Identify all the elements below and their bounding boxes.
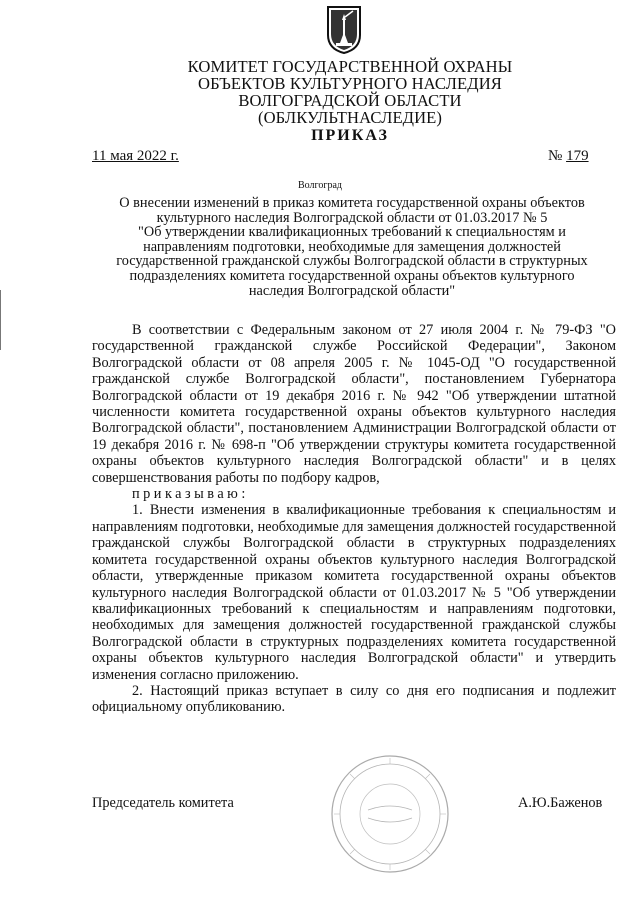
document-number [548,148,589,165]
signer-name: А.Ю.Баженов [518,795,603,811]
official-seal-icon [328,752,452,876]
org-name-line-1: КОМИТЕТ ГОСУДАРСТВЕННОЙ ОХРАНЫ [187,57,513,76]
subject-line: наследия Волгоградской области" [248,282,456,299]
subject-line: подразделениях комитета государственной охраны объектов культурного [129,267,575,284]
document-subject [88,196,616,298]
document-body [92,322,616,716]
number-value: 179 [566,148,589,164]
org-name-line-2: ОБЪЕКТОВ КУЛЬТУРНОГО НАСЛЕДИЯ [198,74,502,93]
item-2-paragraph: 2. Настоящий приказ вступает в силу со дня его подписания и подлежит официальному опубликованию. [92,682,616,716]
scan-margin-mark [0,290,1,350]
organization-header [60,58,640,145]
signer-position: Председатель комитета [92,795,234,811]
number-prefix: № [548,148,567,164]
subject-line: культурного наследия Волгоградской области от 01.03.2017 № 5 [156,209,548,226]
coat-of-arms-icon [326,5,362,55]
subject-line: направлениям подготовки, необходимые для замещения должностей [143,238,561,255]
subject-line: государственной гражданской службы Волгоградской области в структурных [116,253,588,270]
document-type-title: ПРИКАЗ [311,127,389,144]
item-1-paragraph: 1. Внести изменения в квалификационные требования к специальностям и направлениям подготовки, необходимые для замещения должностей государственной гражданской службы Волгоградской области в структурных подразделениях комитета государственной охраны объектов культурного наследия Волгоградской области, утвержденные приказом комитета государственной охраны объектов культурного наследия Волгоградской области от 01.03.2017 № 5 "Об утверждении квалификационных требований к специальностям и направлениям подготовки, необходимых для замещения должностей государственной гражданской службы Волгоградской области в структурных подразделениях комитета государственной охраны объектов культурного наследия Волгоградской области" и утвердить изменения согласно приложению. [92,502,616,683]
order-word: приказываю: [132,486,249,503]
subject-line: "Об утверждении квалификационных требований к специальностям и [138,224,566,241]
document-date: 11 мая 2022 г. [92,148,179,164]
org-name-line-4: (ОБЛКУЛЬТНАСЛЕДИЕ) [257,108,443,127]
org-name-line-3: ВОЛГОГРАДСКОЙ ОБЛАСТИ [238,91,462,110]
preamble-paragraph: В соответствии с Федеральным законом от 27 июля 2004 г. № 79-ФЗ "О государственной гражданской службе Российской Федерации", Законом Волгоградской области от 08 апреля 2005 г. № 1045-ОД "О государственной гражданской службе Волгоградской области", постановлением Губернатора Волгоградской области от 19 декабря 2016 г. № 942 "Об утверждении штатной численности комитета государственной охраны объектов культурного наследия Волгоградской области", постановлением Администрации Волгоградской области от 19 декабря 2016 г. № 698-п "Об утверждении структуры комитета государственной охраны объектов культурного наследия Волгоградской области" и в целях совершенствования работы по подбору кадров, [92,322,616,486]
subject-line: О внесении изменений в приказ комитета государственной охраны объектов [119,195,585,211]
document-city: Волгоград [297,180,342,191]
